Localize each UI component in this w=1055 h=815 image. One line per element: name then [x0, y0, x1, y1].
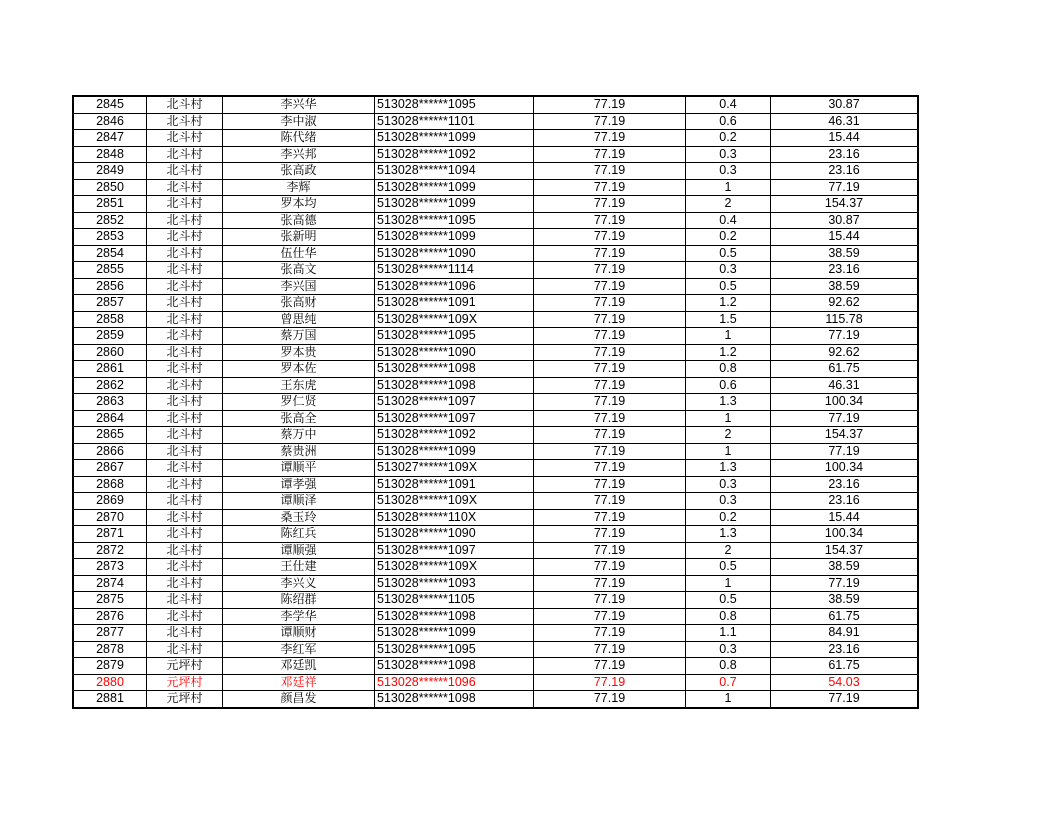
cell-unit-price[interactable]: 77.19 — [534, 658, 686, 675]
cell-name[interactable]: 李学华 — [223, 608, 375, 625]
cell-area[interactable]: 0.3 — [686, 493, 771, 510]
cell-name[interactable]: 桑玉玲 — [223, 509, 375, 526]
cell-id-number[interactable]: 513028******1090 — [375, 245, 534, 262]
cell-village[interactable]: 北斗村 — [147, 592, 223, 609]
table-row — [73, 344, 918, 361]
cell-unit-price[interactable]: 77.19 — [534, 245, 686, 262]
cell-id-number[interactable]: 513028******1097 — [375, 394, 534, 411]
cell-village[interactable]: 北斗村 — [147, 361, 223, 378]
cell-unit-price[interactable]: 77.19 — [534, 262, 686, 279]
table-row — [73, 262, 918, 279]
cell-village[interactable]: 北斗村 — [147, 641, 223, 658]
cell-village[interactable]: 北斗村 — [147, 196, 223, 213]
cell-village[interactable]: 北斗村 — [147, 460, 223, 477]
cell-name[interactable]: 谭顺强 — [223, 542, 375, 559]
cell-amount[interactable]: 92.62 — [771, 344, 919, 361]
cell-serial-no[interactable]: 2857 — [73, 295, 147, 312]
cell-name[interactable]: 陈代绪 — [223, 130, 375, 147]
cell-name[interactable]: 谭顺泽 — [223, 493, 375, 510]
cell-id-number[interactable]: 513028******1098 — [375, 361, 534, 378]
cell-id-number[interactable]: 513028******1096 — [375, 674, 534, 691]
cell-name[interactable]: 张高文 — [223, 262, 375, 279]
cell-serial-no[interactable]: 2851 — [73, 196, 147, 213]
cell-name[interactable]: 张高全 — [223, 410, 375, 427]
table-row — [73, 509, 918, 526]
cell-amount[interactable]: 30.87 — [771, 96, 919, 113]
cell-serial-no[interactable]: 2867 — [73, 460, 147, 477]
cell-serial-no[interactable]: 2871 — [73, 526, 147, 543]
cell-id-number[interactable]: 513028******1090 — [375, 344, 534, 361]
cell-id-number[interactable]: 513028******1095 — [375, 96, 534, 113]
cell-name[interactable]: 李兴华 — [223, 96, 375, 113]
cell-unit-price[interactable]: 77.19 — [534, 625, 686, 642]
cell-serial-no[interactable]: 2849 — [73, 163, 147, 180]
cell-amount[interactable]: 92.62 — [771, 295, 919, 312]
cell-serial-no[interactable]: 2855 — [73, 262, 147, 279]
cell-village[interactable]: 北斗村 — [147, 311, 223, 328]
cell-id-number[interactable]: 513028******1098 — [375, 608, 534, 625]
cell-id-number[interactable]: 513028******1098 — [375, 658, 534, 675]
cell-area[interactable]: 1.2 — [686, 344, 771, 361]
cell-name[interactable]: 王东虎 — [223, 377, 375, 394]
table-row — [73, 196, 918, 213]
data-table — [72, 95, 919, 709]
cell-area[interactable]: 2 — [686, 196, 771, 213]
cell-id-number[interactable]: 513027******109X — [375, 460, 534, 477]
table-row — [73, 311, 918, 328]
cell-serial-no[interactable]: 2868 — [73, 476, 147, 493]
cell-serial-no[interactable]: 2881 — [73, 691, 147, 708]
table-row — [73, 163, 918, 180]
cell-id-number[interactable]: 513028******1092 — [375, 427, 534, 444]
cell-village[interactable]: 北斗村 — [147, 344, 223, 361]
table-row — [73, 575, 918, 592]
cell-village[interactable]: 元坪村 — [147, 691, 223, 708]
cell-area[interactable]: 1 — [686, 575, 771, 592]
table-row — [73, 245, 918, 262]
cell-serial-no[interactable]: 2878 — [73, 641, 147, 658]
cell-area[interactable]: 0.8 — [686, 361, 771, 378]
cell-amount[interactable]: 84.91 — [771, 625, 919, 642]
cell-village[interactable]: 北斗村 — [147, 394, 223, 411]
table-row — [73, 592, 918, 609]
table-row — [73, 658, 918, 675]
table-row — [73, 146, 918, 163]
cell-name[interactable]: 张新明 — [223, 229, 375, 246]
cell-id-number[interactable]: 513028******1099 — [375, 130, 534, 147]
cell-unit-price[interactable]: 77.19 — [534, 674, 686, 691]
cell-serial-no[interactable]: 2858 — [73, 311, 147, 328]
cell-serial-no[interactable]: 2854 — [73, 245, 147, 262]
cell-id-number[interactable]: 513028******1094 — [375, 163, 534, 180]
cell-name[interactable]: 蔡贵洲 — [223, 443, 375, 460]
cell-name[interactable]: 张高德 — [223, 212, 375, 229]
cell-area[interactable]: 0.5 — [686, 245, 771, 262]
cell-serial-no[interactable]: 2866 — [73, 443, 147, 460]
cell-id-number[interactable]: 513028******1099 — [375, 196, 534, 213]
cell-area[interactable]: 0.8 — [686, 658, 771, 675]
cell-unit-price[interactable]: 77.19 — [534, 641, 686, 658]
cell-amount[interactable]: 15.44 — [771, 509, 919, 526]
cell-amount[interactable]: 100.34 — [771, 526, 919, 543]
cell-id-number[interactable]: 513028******1095 — [375, 641, 534, 658]
cell-id-number[interactable]: 513028******109X — [375, 493, 534, 510]
cell-area[interactable]: 0.5 — [686, 559, 771, 576]
cell-village[interactable]: 北斗村 — [147, 278, 223, 295]
cell-id-number[interactable]: 513028******1114 — [375, 262, 534, 279]
cell-village[interactable]: 北斗村 — [147, 245, 223, 262]
cell-area[interactable]: 1.3 — [686, 394, 771, 411]
cell-area[interactable]: 1 — [686, 691, 771, 708]
cell-village[interactable]: 北斗村 — [147, 509, 223, 526]
cell-village[interactable]: 北斗村 — [147, 229, 223, 246]
cell-name[interactable]: 邓廷凯 — [223, 658, 375, 675]
cell-amount[interactable]: 61.75 — [771, 608, 919, 625]
cell-area[interactable]: 0.2 — [686, 229, 771, 246]
cell-area[interactable]: 0.3 — [686, 163, 771, 180]
cell-name[interactable]: 伍仕华 — [223, 245, 375, 262]
cell-amount[interactable]: 154.37 — [771, 542, 919, 559]
cell-area[interactable]: 1.1 — [686, 625, 771, 642]
cell-serial-no[interactable]: 2875 — [73, 592, 147, 609]
cell-amount[interactable]: 46.31 — [771, 377, 919, 394]
cell-unit-price[interactable]: 77.19 — [534, 476, 686, 493]
cell-name[interactable]: 蔡万中 — [223, 427, 375, 444]
cell-serial-no[interactable]: 2856 — [73, 278, 147, 295]
cell-unit-price[interactable]: 77.19 — [534, 212, 686, 229]
cell-id-number[interactable]: 513028******1099 — [375, 229, 534, 246]
cell-serial-no[interactable]: 2847 — [73, 130, 147, 147]
table-row — [73, 361, 918, 378]
cell-area[interactable]: 1 — [686, 179, 771, 196]
cell-area[interactable]: 2 — [686, 542, 771, 559]
cell-village[interactable]: 北斗村 — [147, 443, 223, 460]
table-row — [73, 460, 918, 477]
table-row — [73, 328, 918, 345]
cell-amount[interactable]: 38.59 — [771, 245, 919, 262]
cell-name[interactable]: 张高政 — [223, 163, 375, 180]
cell-id-number[interactable]: 513028******1097 — [375, 542, 534, 559]
cell-village[interactable]: 北斗村 — [147, 179, 223, 196]
cell-id-number[interactable]: 513028******1093 — [375, 575, 534, 592]
cell-serial-no[interactable]: 2879 — [73, 658, 147, 675]
cell-area[interactable]: 2 — [686, 427, 771, 444]
cell-amount[interactable]: 23.16 — [771, 262, 919, 279]
table-row — [73, 229, 918, 246]
cell-serial-no[interactable]: 2860 — [73, 344, 147, 361]
cell-village[interactable]: 北斗村 — [147, 526, 223, 543]
cell-name[interactable]: 罗仁贤 — [223, 394, 375, 411]
table-row — [73, 493, 918, 510]
cell-area[interactable]: 0.2 — [686, 130, 771, 147]
cell-unit-price[interactable]: 77.19 — [534, 509, 686, 526]
cell-name[interactable]: 李辉 — [223, 179, 375, 196]
cell-unit-price[interactable]: 77.19 — [534, 328, 686, 345]
cell-village[interactable]: 北斗村 — [147, 377, 223, 394]
cell-amount[interactable]: 46.31 — [771, 113, 919, 130]
table-row — [73, 295, 918, 312]
cell-id-number[interactable]: 513028******1099 — [375, 179, 534, 196]
cell-village[interactable]: 北斗村 — [147, 410, 223, 427]
table-row — [73, 641, 918, 658]
cell-area[interactable]: 0.3 — [686, 476, 771, 493]
cell-area[interactable]: 0.3 — [686, 146, 771, 163]
cell-area[interactable]: 0.4 — [686, 212, 771, 229]
cell-serial-no[interactable]: 2870 — [73, 509, 147, 526]
cell-village[interactable]: 北斗村 — [147, 163, 223, 180]
cell-unit-price[interactable]: 77.19 — [534, 691, 686, 708]
cell-unit-price[interactable]: 77.19 — [534, 410, 686, 427]
cell-name[interactable]: 李红军 — [223, 641, 375, 658]
cell-id-number[interactable]: 513028******110X — [375, 509, 534, 526]
table-row — [73, 130, 918, 147]
table-row — [73, 625, 918, 642]
cell-unit-price[interactable]: 77.19 — [534, 542, 686, 559]
table-row — [73, 674, 918, 691]
cell-area[interactable]: 1.3 — [686, 460, 771, 477]
cell-unit-price[interactable]: 77.19 — [534, 295, 686, 312]
cell-id-number[interactable]: 513028******1095 — [375, 212, 534, 229]
cell-id-number[interactable]: 513028******1098 — [375, 377, 534, 394]
cell-unit-price[interactable]: 77.19 — [534, 559, 686, 576]
cell-amount[interactable]: 77.19 — [771, 691, 919, 708]
cell-unit-price[interactable]: 77.19 — [534, 278, 686, 295]
table-row — [73, 476, 918, 493]
cell-id-number[interactable]: 513028******1099 — [375, 625, 534, 642]
cell-id-number[interactable]: 513028******1092 — [375, 146, 534, 163]
cell-amount[interactable]: 15.44 — [771, 130, 919, 147]
cell-unit-price[interactable]: 77.19 — [534, 163, 686, 180]
cell-name[interactable]: 罗本贵 — [223, 344, 375, 361]
cell-name[interactable]: 罗本佐 — [223, 361, 375, 378]
cell-unit-price[interactable]: 77.19 — [534, 427, 686, 444]
cell-area[interactable]: 1.2 — [686, 295, 771, 312]
cell-id-number[interactable]: 513028******1091 — [375, 295, 534, 312]
cell-amount[interactable]: 38.59 — [771, 559, 919, 576]
cell-name[interactable]: 王仕建 — [223, 559, 375, 576]
cell-area[interactable]: 1 — [686, 443, 771, 460]
cell-serial-no[interactable]: 2865 — [73, 427, 147, 444]
cell-unit-price[interactable]: 77.19 — [534, 113, 686, 130]
cell-name[interactable]: 曾思纯 — [223, 311, 375, 328]
cell-village[interactable]: 北斗村 — [147, 608, 223, 625]
cell-village[interactable]: 北斗村 — [147, 262, 223, 279]
cell-unit-price[interactable]: 77.19 — [534, 146, 686, 163]
cell-village[interactable]: 北斗村 — [147, 559, 223, 576]
cell-village[interactable]: 元坪村 — [147, 658, 223, 675]
cell-name[interactable]: 陈绍群 — [223, 592, 375, 609]
cell-amount[interactable]: 77.19 — [771, 410, 919, 427]
table-row — [73, 559, 918, 576]
cell-unit-price[interactable]: 77.19 — [534, 361, 686, 378]
table-row — [73, 212, 918, 229]
cell-amount[interactable]: 38.59 — [771, 278, 919, 295]
cell-amount[interactable]: 30.87 — [771, 212, 919, 229]
cell-area[interactable]: 0.3 — [686, 641, 771, 658]
table-row — [73, 526, 918, 543]
cell-village[interactable]: 北斗村 — [147, 146, 223, 163]
cell-area[interactable]: 0.5 — [686, 592, 771, 609]
cell-unit-price[interactable]: 77.19 — [534, 394, 686, 411]
cell-name[interactable]: 张高财 — [223, 295, 375, 312]
cell-area[interactable]: 1.3 — [686, 526, 771, 543]
cell-serial-no[interactable]: 2864 — [73, 410, 147, 427]
cell-serial-no[interactable]: 2874 — [73, 575, 147, 592]
cell-unit-price[interactable]: 77.19 — [534, 443, 686, 460]
cell-id-number[interactable]: 513028******109X — [375, 559, 534, 576]
cell-serial-no[interactable]: 2872 — [73, 542, 147, 559]
cell-amount[interactable]: 154.37 — [771, 196, 919, 213]
cell-serial-no[interactable]: 2852 — [73, 212, 147, 229]
cell-serial-no[interactable]: 2861 — [73, 361, 147, 378]
cell-area[interactable]: 1 — [686, 410, 771, 427]
cell-serial-no[interactable]: 2877 — [73, 625, 147, 642]
cell-amount[interactable]: 23.16 — [771, 641, 919, 658]
cell-unit-price[interactable]: 77.19 — [534, 460, 686, 477]
table-row — [73, 96, 918, 113]
cell-serial-no[interactable]: 2869 — [73, 493, 147, 510]
cell-amount[interactable]: 38.59 — [771, 592, 919, 609]
cell-unit-price[interactable]: 77.19 — [534, 179, 686, 196]
table-row — [73, 394, 918, 411]
table-row — [73, 377, 918, 394]
cell-id-number[interactable]: 513028******1098 — [375, 691, 534, 708]
cell-area[interactable]: 0.5 — [686, 278, 771, 295]
cell-name[interactable]: 陈红兵 — [223, 526, 375, 543]
cell-name[interactable]: 蔡万国 — [223, 328, 375, 345]
cell-village[interactable]: 北斗村 — [147, 113, 223, 130]
cell-village[interactable]: 北斗村 — [147, 328, 223, 345]
cell-amount[interactable]: 61.75 — [771, 361, 919, 378]
cell-name[interactable]: 谭孝强 — [223, 476, 375, 493]
cell-id-number[interactable]: 513028******1101 — [375, 113, 534, 130]
table-row — [73, 443, 918, 460]
cell-amount[interactable]: 77.19 — [771, 179, 919, 196]
cell-serial-no[interactable]: 2859 — [73, 328, 147, 345]
cell-amount[interactable]: 61.75 — [771, 658, 919, 675]
cell-village[interactable]: 北斗村 — [147, 476, 223, 493]
cell-amount[interactable]: 77.19 — [771, 575, 919, 592]
table-row — [73, 691, 918, 708]
cell-id-number[interactable]: 513028******1099 — [375, 443, 534, 460]
cell-unit-price[interactable]: 77.19 — [534, 377, 686, 394]
cell-village[interactable]: 北斗村 — [147, 542, 223, 559]
cell-area[interactable]: 0.3 — [686, 262, 771, 279]
cell-unit-price[interactable]: 77.19 — [534, 344, 686, 361]
table-row — [73, 542, 918, 559]
cell-unit-price[interactable]: 77.19 — [534, 575, 686, 592]
cell-village[interactable]: 北斗村 — [147, 575, 223, 592]
table-row — [73, 427, 918, 444]
cell-unit-price[interactable]: 77.19 — [534, 130, 686, 147]
table-row — [73, 410, 918, 427]
cell-amount[interactable]: 154.37 — [771, 427, 919, 444]
cell-unit-price[interactable]: 77.19 — [534, 493, 686, 510]
cell-amount[interactable]: 115.78 — [771, 311, 919, 328]
cell-village[interactable]: 北斗村 — [147, 625, 223, 642]
cell-area[interactable]: 0.8 — [686, 608, 771, 625]
cell-unit-price[interactable]: 77.19 — [534, 229, 686, 246]
cell-amount[interactable]: 23.16 — [771, 146, 919, 163]
cell-name[interactable]: 李兴邦 — [223, 146, 375, 163]
cell-name[interactable]: 罗本均 — [223, 196, 375, 213]
table-row — [73, 113, 918, 130]
cell-amount[interactable]: 100.34 — [771, 460, 919, 477]
cell-area[interactable]: 0.2 — [686, 509, 771, 526]
cell-area[interactable]: 1 — [686, 328, 771, 345]
cell-area[interactable]: 0.6 — [686, 113, 771, 130]
cell-id-number[interactable]: 513028******1105 — [375, 592, 534, 609]
cell-id-number[interactable]: 513028******1090 — [375, 526, 534, 543]
cell-name[interactable]: 颜昌发 — [223, 691, 375, 708]
cell-name[interactable]: 谭顺财 — [223, 625, 375, 642]
cell-amount[interactable]: 23.16 — [771, 476, 919, 493]
cell-village[interactable]: 北斗村 — [147, 427, 223, 444]
cell-name[interactable]: 李中淑 — [223, 113, 375, 130]
cell-id-number[interactable]: 513028******1097 — [375, 410, 534, 427]
cell-area[interactable]: 0.6 — [686, 377, 771, 394]
cell-unit-price[interactable]: 77.19 — [534, 311, 686, 328]
cell-amount[interactable]: 77.19 — [771, 443, 919, 460]
cell-id-number[interactable]: 513028******1096 — [375, 278, 534, 295]
cell-village[interactable]: 北斗村 — [147, 493, 223, 510]
cell-id-number[interactable]: 513028******1095 — [375, 328, 534, 345]
cell-serial-no[interactable]: 2845 — [73, 96, 147, 113]
cell-amount[interactable]: 15.44 — [771, 229, 919, 246]
cell-id-number[interactable]: 513028******1091 — [375, 476, 534, 493]
cell-serial-no[interactable]: 2863 — [73, 394, 147, 411]
cell-village[interactable]: 元坪村 — [147, 674, 223, 691]
cell-unit-price[interactable]: 77.19 — [534, 592, 686, 609]
cell-area[interactable]: 0.4 — [686, 96, 771, 113]
cell-unit-price[interactable]: 77.19 — [534, 526, 686, 543]
cell-amount[interactable]: 23.16 — [771, 493, 919, 510]
cell-unit-price[interactable]: 77.19 — [534, 196, 686, 213]
table-row — [73, 608, 918, 625]
cell-unit-price[interactable]: 77.19 — [534, 96, 686, 113]
cell-amount[interactable]: 77.19 — [771, 328, 919, 345]
cell-name[interactable]: 李兴义 — [223, 575, 375, 592]
cell-village[interactable]: 北斗村 — [147, 130, 223, 147]
cell-unit-price[interactable]: 77.19 — [534, 608, 686, 625]
cell-serial-no[interactable]: 2880 — [73, 674, 147, 691]
cell-amount[interactable]: 23.16 — [771, 163, 919, 180]
cell-serial-no[interactable]: 2853 — [73, 229, 147, 246]
cell-village[interactable]: 北斗村 — [147, 96, 223, 113]
cell-village[interactable]: 北斗村 — [147, 212, 223, 229]
cell-serial-no[interactable]: 2850 — [73, 179, 147, 196]
cell-name[interactable]: 李兴国 — [223, 278, 375, 295]
cell-serial-no[interactable]: 2876 — [73, 608, 147, 625]
cell-name[interactable]: 谭顺平 — [223, 460, 375, 477]
cell-amount[interactable]: 100.34 — [771, 394, 919, 411]
table-row — [73, 278, 918, 295]
cell-village[interactable]: 北斗村 — [147, 295, 223, 312]
cell-serial-no[interactable]: 2846 — [73, 113, 147, 130]
cell-name[interactable]: 邓廷祥 — [223, 674, 375, 691]
table-row — [73, 179, 918, 196]
cell-id-number[interactable]: 513028******109X — [375, 311, 534, 328]
cell-serial-no[interactable]: 2873 — [73, 559, 147, 576]
cell-serial-no[interactable]: 2862 — [73, 377, 147, 394]
table-body — [73, 96, 918, 708]
cell-serial-no[interactable]: 2848 — [73, 146, 147, 163]
cell-amount[interactable]: 54.03 — [771, 674, 919, 691]
cell-area[interactable]: 0.7 — [686, 674, 771, 691]
cell-area[interactable]: 1.5 — [686, 311, 771, 328]
